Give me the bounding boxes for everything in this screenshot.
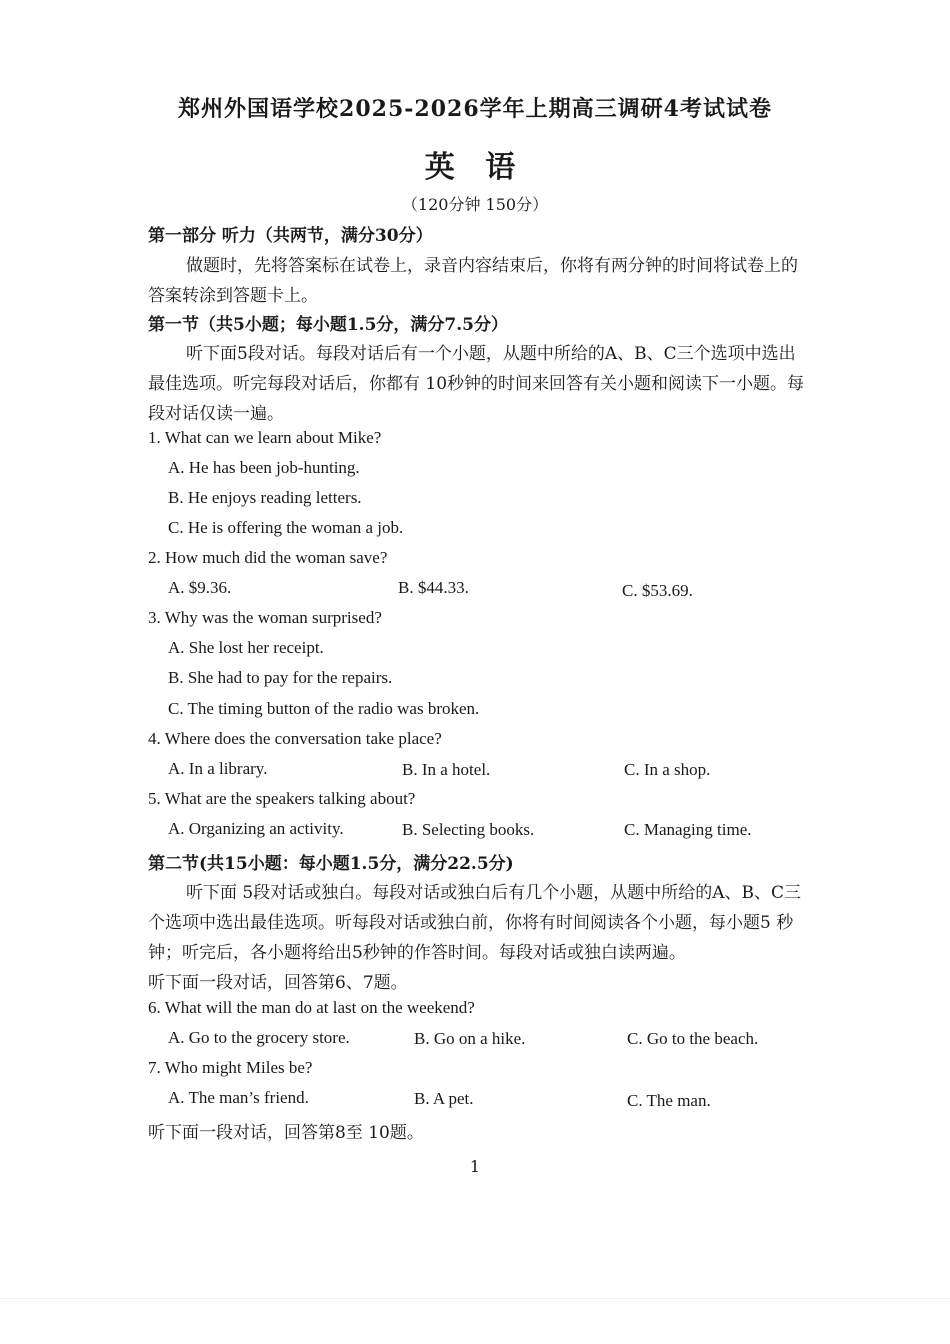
section1-heading: 第一节（共5小题；每小题1.5分，满分7.5分） <box>148 315 508 335</box>
option-c: C. Go to the beach. <box>627 1029 759 1048</box>
option-a: A. He has been job-hunting. <box>168 458 360 477</box>
question-stem: 1. What can we learn about Mike? <box>148 428 382 447</box>
option-c: C. The timing button of the radio was broken. <box>168 699 480 718</box>
group-instruction: 听下面一段对话，回答第8至 10题。 <box>148 1123 424 1143</box>
question-stem: 4. Where does the conversation take place? <box>148 729 442 748</box>
option-b: B. In a hotel. <box>402 760 491 779</box>
group-instruction: 听下面一段对话，回答第6、7题。 <box>148 973 408 993</box>
page-divider <box>0 1298 950 1299</box>
question-stem: 6. What will the man do at last on the weekend? <box>148 998 475 1017</box>
question-stem: 7. Who might Miles be? <box>148 1058 313 1077</box>
option-c: C. He is offering the woman a job. <box>168 518 404 537</box>
option-a: A. $9.36. <box>168 578 232 597</box>
question-stem: 3. Why was the woman surprised? <box>148 608 382 627</box>
section1-intro-line2: 最佳选项。听完每段对话后，你都有 10秒钟的时间来回答有关小题和阅读下一小题。每 <box>148 374 805 394</box>
exam-title: 郑州外国语学校2025-2026学年上期高三调研4考试试卷 <box>178 96 772 122</box>
section1-intro-line1: 听下面5段对话。每段对话后有一个小题，从题中所给的A、B、C三个选项中选出 <box>186 344 796 364</box>
option-b: B. He enjoys reading letters. <box>168 488 362 507</box>
option-c: C. In a shop. <box>624 760 711 779</box>
option-a: A. Organizing an activity. <box>168 819 344 838</box>
part1-intro-line1: 做题时，先将答案标在试卷上，录音内容结束后，你将有两分钟的时间将试卷上的 <box>186 256 798 276</box>
option-a: A. In a library. <box>168 759 268 778</box>
part1-intro-line2: 答案转涂到答题卡上。 <box>148 286 318 306</box>
option-a: A. Go to the grocery store. <box>168 1028 350 1047</box>
option-b: B. She had to pay for the repairs. <box>168 668 393 687</box>
option-a: A. She lost her receipt. <box>168 638 324 657</box>
subject-title: 英 语 <box>424 150 526 185</box>
option-b: B. $44.33. <box>398 578 469 597</box>
option-c: C. $53.69. <box>622 581 693 600</box>
option-b: B. Selecting books. <box>402 820 535 839</box>
section2-intro-line3: 钟；听完后，各小题将给出5秒钟的作答时间。每段对话或独白读两遍。 <box>148 943 686 963</box>
section2-intro-line2: 个选项中选出最佳选项。听每段对话或独白前，你将有时间阅读各个小题，每小题5 秒 <box>148 913 794 933</box>
question-stem: 5. What are the speakers talking about? <box>148 789 416 808</box>
option-b: B. A pet. <box>414 1089 474 1108</box>
section2-intro-line1: 听下面 5段对话或独白。每段对话或独白后有几个小题，从题中所给的A、B、C三 <box>186 883 801 903</box>
page-number: 1 <box>469 1157 481 1176</box>
option-a: A. The man’s friend. <box>168 1088 309 1107</box>
section1-intro-line3: 段对话仅读一遍。 <box>148 404 284 424</box>
exam-duration: （120分钟 150分） <box>401 195 549 214</box>
option-c: C. The man. <box>627 1091 711 1110</box>
option-c: C. Managing time. <box>624 820 752 839</box>
section2-heading: 第二节(共15小题：每小题1.5分，满分22.5分) <box>148 854 514 874</box>
question-stem: 2. How much did the woman save? <box>148 548 388 567</box>
option-b: B. Go on a hike. <box>414 1029 526 1048</box>
part1-heading: 第一部分 听力（共两节，满分30分） <box>148 226 433 246</box>
